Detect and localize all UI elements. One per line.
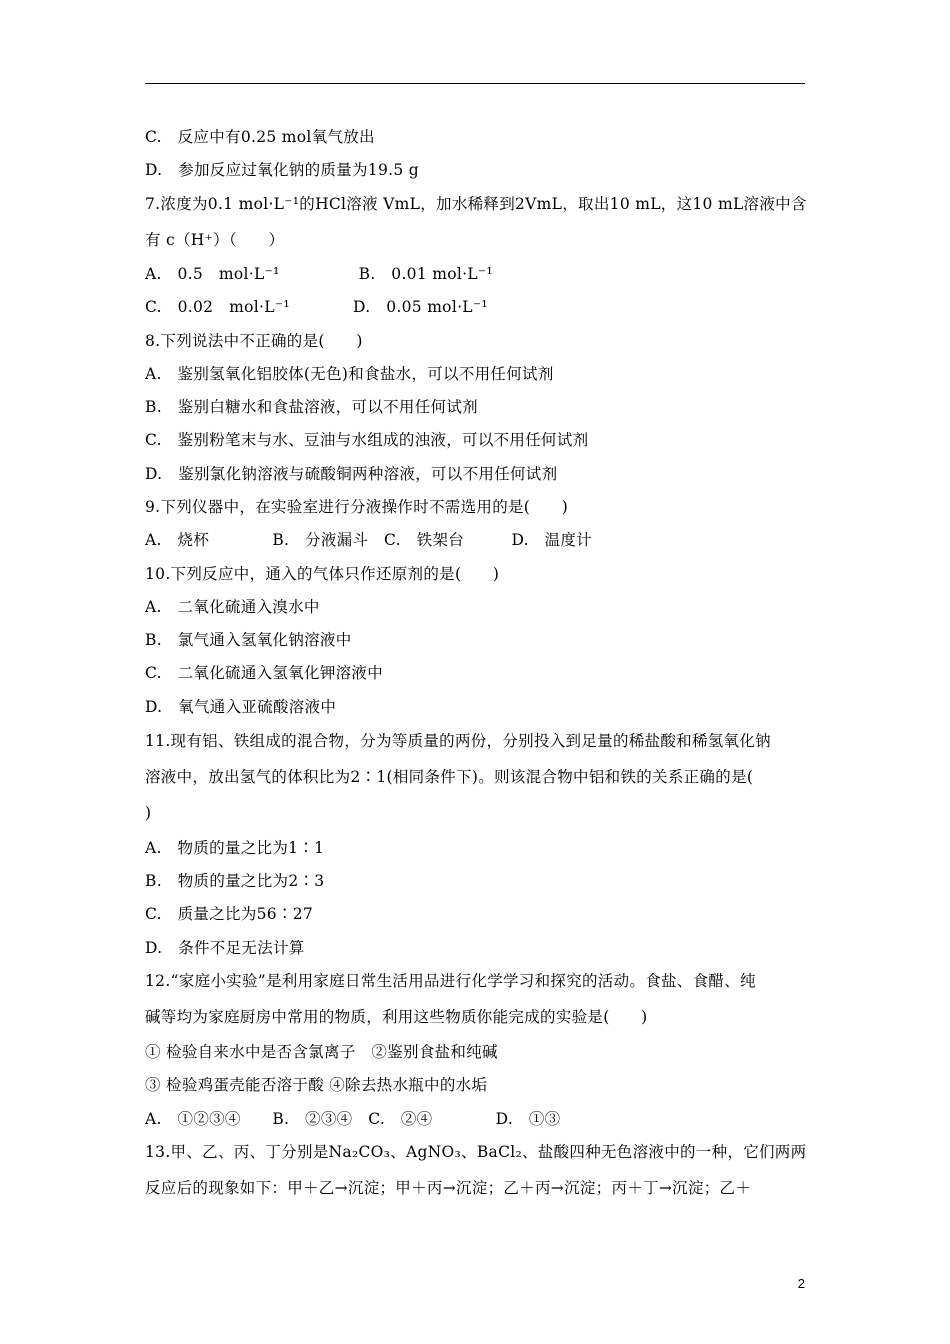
question-12-options: A. ①②③④ B. ②③④ C. ②④ D. ①③ [145, 1110, 561, 1128]
option-d-q6: D. 参加反应过氧化钠的质量为19.5 g [145, 161, 419, 179]
question-12-items-2: ③ 检验鸡蛋壳能否溶于酸 ④除去热水瓶中的水垢 [145, 1076, 488, 1094]
question-11-option-d: D. 条件不足无法计算 [145, 939, 305, 957]
question-8-stem: 8.下列说法中不正确的是( ) [145, 332, 363, 350]
question-11-option-c: C. 质量之比为56∶27 [145, 905, 314, 923]
question-10-stem: 10.下列反应中，通入的气体只作还原剂的是( ) [145, 565, 500, 583]
question-10-option-a: A. 二氧化硫通入溴水中 [145, 598, 320, 616]
question-9-stem: 9.下列仪器中，在实验室进行分液操作时不需选用的是( ) [145, 498, 569, 516]
question-12-stem-cont: 碱等均为家庭厨房中常用的物质，利用这些物质你能完成的实验是( ) [145, 1008, 648, 1026]
question-11-option-a: A. 物质的量之比为1∶1 [145, 839, 325, 857]
question-7-options-cd: C. 0.02 mol·L⁻¹ D. 0.05 mol·L⁻¹ [145, 298, 488, 316]
question-8-option-d: D. 鉴别氯化钠溶液与硫酸铜两种溶液，可以不用任何试剂 [145, 465, 558, 483]
question-10-option-d: D. 氧气通入亚硫酸溶液中 [145, 698, 337, 716]
question-10-option-b: B. 氯气通入氢氧化钠溶液中 [145, 631, 352, 649]
question-12-stem: 12.“家庭小实验”是利用家庭日常生活用品进行化学学习和探究的活动。食盐、食醋、纯 [145, 972, 756, 990]
question-8-option-a: A. 鉴别氢氧化铝胶体(无色)和食盐水，可以不用任何试剂 [145, 365, 554, 383]
question-7-stem: 7.浓度为0.1 mol·L⁻¹的HCl溶液 VmL，加水稀释到2VmL，取出10 mL，这10 mL溶液中含 [145, 195, 807, 213]
question-7-options-ab: A. 0.5 mol·L⁻¹ B. 0.01 mol·L⁻¹ [145, 265, 493, 283]
question-11-stem-end: ) [145, 804, 152, 822]
question-11-option-b: B. 物质的量之比为2∶3 [145, 872, 325, 890]
question-13-stem: 13.甲、乙、丙、丁分别是Na₂CO₃、AgNO₃、BaCl₂、盐酸四种无色溶液中的一种，它们两两 [145, 1143, 807, 1161]
question-8-option-b: B. 鉴别白糖水和食盐溶液，可以不用任何试剂 [145, 398, 478, 416]
question-9-options: A. 烧杯 B. 分液漏斗 C. 铁架台 D. 温度计 [145, 531, 593, 549]
question-11-stem: 11.现有铝、铁组成的混合物，分为等质量的两份，分别投入到足量的稀盐酸和稀氢氧化钠 [145, 732, 771, 750]
question-13-stem-cont: 反应后的现象如下：甲＋乙→沉淀；甲＋丙→沉淀；乙＋丙→沉淀；丙＋丁→沉淀；乙＋ [145, 1179, 752, 1197]
header-rule [145, 83, 805, 84]
question-11-stem-cont: 溶液中，放出氢气的体积比为2∶1(相同条件下)。则该混合物中铝和铁的关系正确的是( [145, 768, 754, 786]
page-number: 2 [797, 1276, 805, 1291]
question-10-option-c: C. 二氧化硫通入氢氧化钾溶液中 [145, 664, 384, 682]
question-7-stem-cont: 有 c（H⁺）（ ） [145, 231, 285, 249]
question-12-items-1: ① 检验自来水中是否含氯离子 ②鉴别食盐和纯碱 [145, 1043, 498, 1061]
option-c-q6: C. 反应中有0.25 mol氧气放出 [145, 128, 375, 146]
question-8-option-c: C. 鉴别粉笔末与水、豆油与水组成的浊液，可以不用任何试剂 [145, 431, 589, 449]
